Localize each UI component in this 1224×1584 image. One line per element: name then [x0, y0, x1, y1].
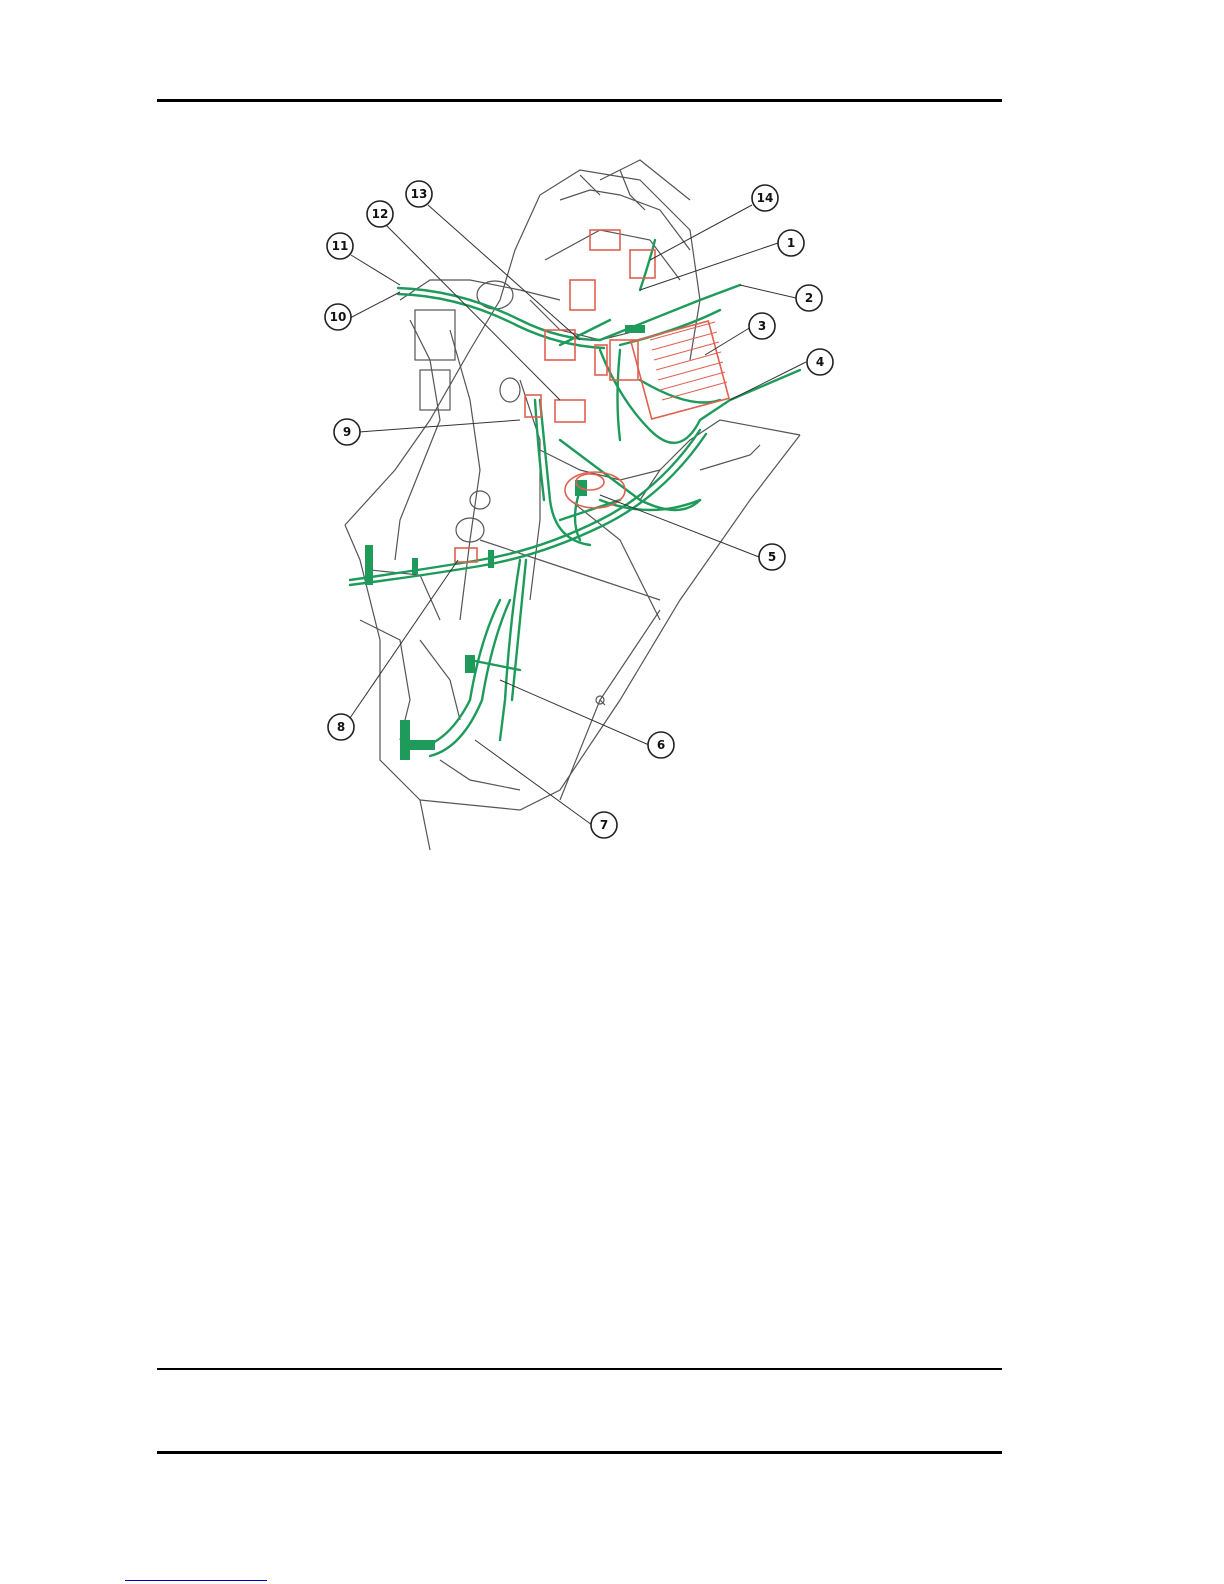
callout-label-9: 9	[342, 425, 352, 439]
callout-label-1: 1	[786, 236, 796, 250]
regulator-unit	[631, 321, 729, 419]
callout-label-14: 14	[756, 191, 774, 205]
callout-label-8: 8	[336, 720, 346, 734]
callout-label-10: 10	[329, 310, 347, 324]
callout-label-11: 11	[331, 239, 349, 253]
callout-label-13: 13	[410, 187, 428, 201]
callout-label-6: 6	[656, 738, 666, 752]
red-components	[455, 230, 729, 562]
callout-label-12: 12	[371, 207, 389, 221]
callout-label-4: 4	[815, 355, 825, 369]
callout-label-2: 2	[804, 291, 814, 305]
callout-label-7: 7	[599, 818, 609, 832]
footer-rule-top	[157, 1368, 1002, 1370]
wiring-harness-diagram	[300, 150, 860, 860]
footer-link[interactable]	[125, 1580, 267, 1581]
callout-label-3: 3	[757, 319, 767, 333]
callout-label-5: 5	[767, 550, 777, 564]
harness-wires	[350, 240, 800, 756]
footer-rule-bottom	[157, 1451, 1002, 1454]
header-rule	[157, 99, 1002, 102]
